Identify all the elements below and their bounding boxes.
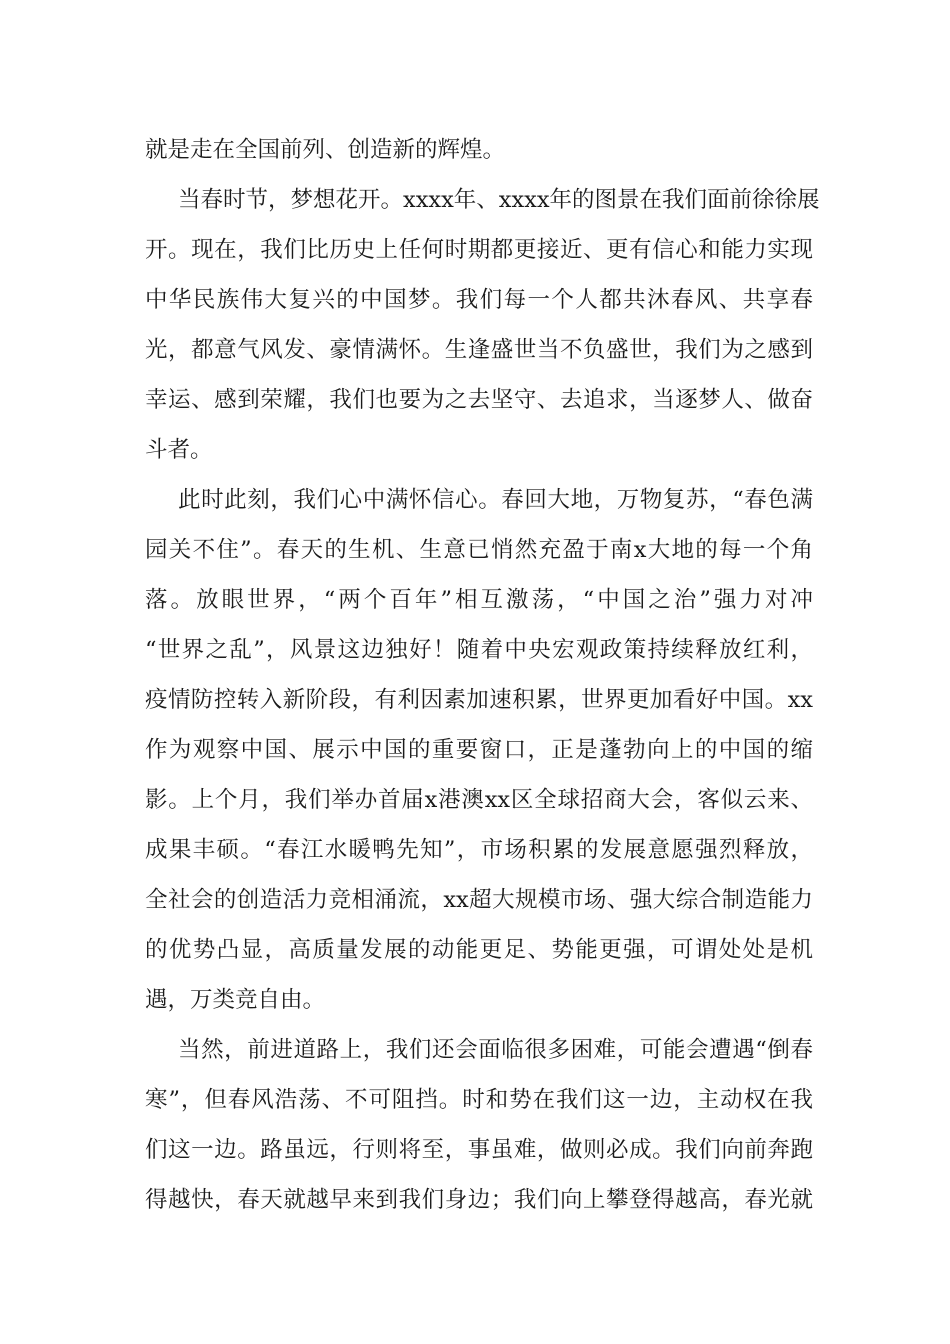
paragraph-first-line: 当春时节，梦想花开。xxxx年、xxxx年的图景在我们面前徐徐展 xyxy=(178,187,820,213)
text-line: 成果丰硕。“春江水暖鸭先知”，市场积累的发展意愿强烈释放， xyxy=(145,837,813,863)
text-line: 寒”，但春风浩荡、不可阻挡。时和势在我们这一边，主动权在我 xyxy=(145,1087,813,1113)
text-line: 得越快，春天就越早来到我们身边；我们向上攀登得越高，春光就 xyxy=(145,1187,813,1213)
text-line: 的优势凸显，高质量发展的动能更足、势能更强，可谓处处是机 xyxy=(145,937,813,963)
text-line: 中华民族伟大复兴的中国梦。我们每一个人都共沐春风、共享春 xyxy=(145,287,813,313)
text-line: 影。上个月，我们举办首届x港澳xx区全球招商大会，客似云来、 xyxy=(145,787,813,813)
text-line: “世界之乱”，风景这边独好！随着中央宏观政策持续释放红利， xyxy=(145,637,813,663)
text-line: 们这一边。路虽远，行则将至，事虽难，做则必成。我们向前奔跑 xyxy=(145,1137,813,1163)
text-line: 疫情防控转入新阶段，有利因素加速积累，世界更加看好中国。xx xyxy=(145,687,813,713)
text-line: 全社会的创造活力竞相涌流，xx超大规模市场、强大综合制造能力 xyxy=(145,887,813,913)
text-line: 就是走在全国前列、创造新的辉煌。 xyxy=(145,137,506,163)
paragraph-first-line: 此时此刻，我们心中满怀信心。春回大地，万物复苏，“春色满 xyxy=(178,487,813,513)
text-line: 斗者。 xyxy=(145,437,213,463)
text-line: 园关不住”。春天的生机、生意已悄然充盈于南x大地的每一个角 xyxy=(145,537,813,563)
text-line: 作为观察中国、展示中国的重要窗口，正是蓬勃向上的中国的缩 xyxy=(145,737,813,763)
text-line: 遇，万类竞自由。 xyxy=(145,987,326,1013)
text-line: 幸运、感到荣耀，我们也要为之去坚守、去追求，当逐梦人、做奋 xyxy=(145,387,813,413)
text-line: 光，都意气风发、豪情满怀。生逢盛世当不负盛世，我们为之感到 xyxy=(145,337,813,363)
paragraph-first-line: 当然，前进道路上，我们还会面临很多困难，可能会遭遇“倒春 xyxy=(178,1037,813,1063)
text-line: 落。放眼世界，“两个百年”相互激荡，“中国之治”强力对冲 xyxy=(145,587,813,613)
text-line: 开。现在，我们比历史上任何时期都更接近、更有信心和能力实现 xyxy=(145,237,813,263)
